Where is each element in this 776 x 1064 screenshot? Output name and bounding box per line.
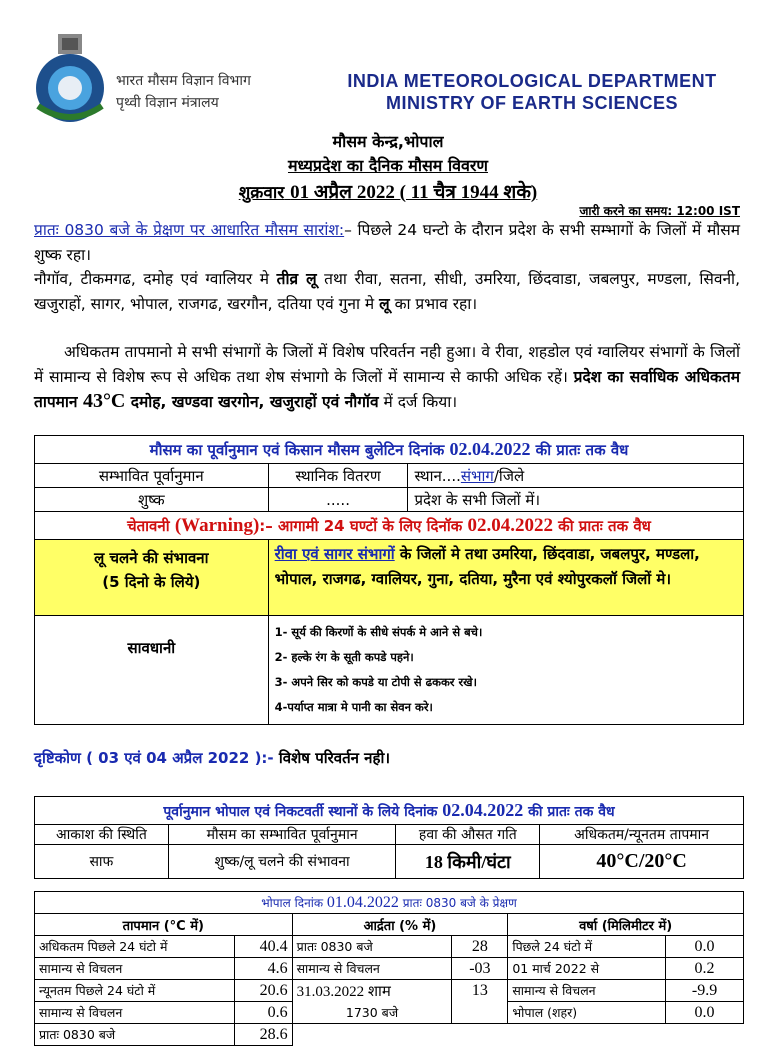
- temp-label: न्यूनतम पिछले 24 घंटो में: [35, 980, 235, 1002]
- report-title: मध्यप्रदेश का दैनिक मौसम विवरण: [287, 156, 488, 175]
- temp-label: प्रातः 0830 बजे: [35, 1024, 235, 1046]
- heatwave-label: लू चलने की संभावना (5 दिनो के लिये): [35, 540, 269, 616]
- temp-val: 4.6: [234, 958, 292, 980]
- header-hindi-line1: भारत मौसम विज्ञान विभाग: [116, 73, 251, 89]
- summary-line2c: का प्रभाव रहा।: [389, 294, 478, 313]
- summary-line2b: तथा रीवा, सतना, सीधी, उमरिया, छिंदवाडा, जबलपुर, मण्डला, सिवनी, खजुराहों, सागर, भोपाल, राजगढ, खरगौन, दतिया एवं गुना मे: [34, 270, 741, 313]
- bhopal-forecast-table: [34, 796, 744, 879]
- max-temp-value: 43°C: [82, 390, 126, 412]
- temperature-paragraph: [34, 340, 740, 415]
- heat-label: लू: [379, 294, 390, 313]
- outlook-text: विशेष परिवर्तन नही।: [273, 749, 391, 767]
- col-wind: हवा की औसत गति: [396, 825, 540, 845]
- table-row: [35, 936, 744, 958]
- table-row: [35, 958, 744, 980]
- summary-paragraph: [34, 218, 740, 316]
- header-hindi: [116, 70, 251, 114]
- rain-label: सामान्य से विचलन: [508, 980, 666, 1002]
- header-english-line1: INDIA METEOROLOGICAL DEPARTMENT: [347, 71, 717, 91]
- header-hindi-line2: पृथ्वी विज्ञान मंत्रालय: [116, 95, 219, 111]
- temp-label: सामान्य से विचलन: [35, 958, 235, 980]
- rain-label: [508, 1024, 666, 1046]
- humidity-label: प्रातः 0830 बजे: [292, 936, 452, 958]
- bhopal-forecast-heading: पूर्वानुमान भोपाल एवं निकटवर्ती स्थानों के लिये दिनांक 02.04.2022 की प्रातः तक वैध: [35, 797, 744, 825]
- temp-val: 20.6: [234, 980, 292, 1002]
- forecast-heading: मौसम का पूर्वानुमान एवं किसान मौसम बुलेटिन दिनांक 02.04.2022 की प्रातः तक वैध: [35, 436, 744, 464]
- rain-val: 0.0: [666, 936, 744, 958]
- table-row: [35, 1024, 744, 1046]
- temp-label: सामान्य से विचलन: [35, 1002, 235, 1024]
- col-temp: अधिकतम/न्यूनतम तापमान: [540, 825, 744, 845]
- table-row: [35, 1002, 744, 1024]
- temp-val: 28.6: [234, 1024, 292, 1046]
- temp-para-end: में दर्ज किया।: [378, 393, 458, 411]
- heatwave-districts: रीवा एवं सागर संभागों के जिलों मे तथा उमरिया, छिंदवाडा, जबलपुर, मण्डला, भोपाल, राजगढ, ग्वालियर, गुना, दतिया, मुरैना एवं श्योपुरकलॉ जिलों मे।: [268, 540, 743, 616]
- forecast-dist: .....: [268, 488, 408, 512]
- issue-time: जारी करने का समय: 12:00 IST: [579, 204, 740, 218]
- temp-para-bold: प्रदेश का सर्वाधिक अधिकतम तापमान: [34, 367, 740, 411]
- temp-value: 40°C/20°C: [540, 845, 744, 879]
- humidity-val: 13: [452, 980, 508, 1002]
- header-english-line2: MINISTRY OF EARTH SCIENCES: [385, 93, 679, 113]
- summary-line1: – पिछले 24 घन्टो के दौरान प्रदेश के सभी सम्भागों के जिलों में मौसम शुष्क रहा।: [34, 221, 741, 264]
- rain-label: 01 मार्च 2022 से: [508, 958, 666, 980]
- humidity-val: 28: [452, 936, 508, 958]
- temp-val: 40.4: [234, 936, 292, 958]
- date-main: 01 अप्रैल 2022 ( 11 चैत्र 1944 शके): [290, 182, 538, 203]
- temp-val: 0.6: [234, 1002, 292, 1024]
- table-row: [35, 980, 744, 1002]
- date-title: [0, 178, 776, 204]
- caution-step: 4-पर्याप्त मात्रा मे पानी का सेवन करे।: [274, 700, 433, 714]
- humidity-label: 31.03.2022 शाम: [292, 980, 452, 1002]
- forecast-dry: शुष्क: [35, 488, 269, 512]
- observation-heading: भोपाल दिनांक 01.04.2022 प्रातः 0830 बजे के प्रेक्षण: [35, 892, 744, 914]
- rain-header: वर्षा (मिलिमीटर में): [508, 914, 744, 936]
- summary-line2a: नौगॉव, टीकमगढ, दमोह एवं ग्वालियर मे: [34, 270, 277, 288]
- caution-label: सावधानी: [35, 616, 269, 725]
- humidity-label: सामान्य से विचलन: [292, 958, 452, 980]
- rain-label: पिछले 24 घंटो में: [508, 936, 666, 958]
- caution-step: 2- हल्के रंग के सूती कपडे पहने।: [274, 650, 414, 664]
- temp-para-a: अधिकतम तापमानो मे सभी संभागों के जिलों में विशेष परिवर्तन नही हुआ। वे रीवा, शहडोल एवं ग्वालियर संभागों के जिलों में सामान्य से विशेष रूप से अधिक तथा शेष संभागो के जिलों में सामान्य से काफी अधिक रहें।: [34, 343, 740, 386]
- warning-heading: चेतावनी (Warning):– आगामी 24 घण्टों के लिए दिनॉक 02.04.2022 की प्रातः तक वैध: [35, 512, 744, 540]
- observation-table: [34, 891, 744, 1046]
- humidity-val: -03: [452, 958, 508, 980]
- col-weather: मौसम का सम्भावित पूर्वानुमान: [168, 825, 396, 845]
- humidity-header: आर्द्रता (% में): [292, 914, 508, 936]
- rain-label: भोपाल (शहर): [508, 1002, 666, 1024]
- caution-steps: [268, 616, 743, 725]
- col-place: स्थान....संभाग/जिले: [408, 464, 744, 488]
- rain-val: 0.0: [666, 1002, 744, 1024]
- caution-step: 3- अपने सिर को कपडे या टोपी से ढककर रखे।: [274, 675, 477, 689]
- humidity-val: [452, 1002, 508, 1024]
- col-sky: आकाश की स्थिति: [35, 825, 169, 845]
- rain-val: -9.9: [666, 980, 744, 1002]
- temp-para-places: दमोह, खण्डवा खरगोन, खजुराहों एवं नौगॉव: [125, 393, 379, 411]
- col-distribution: स्थानिक वितरण: [268, 464, 408, 488]
- weather-value: शुष्क/लू चलने की संभावना: [168, 845, 396, 879]
- rain-val: 0.2: [666, 958, 744, 980]
- temp-header: तापमान (°C में): [35, 914, 293, 936]
- outlook-label: दृष्टिकोण ( 03 एवं 04 अप्रैल 2022 ):-: [34, 749, 274, 767]
- rain-val: [666, 1024, 744, 1046]
- header-english: [322, 70, 742, 114]
- outlook: [34, 748, 390, 768]
- imd-emblem-icon: [28, 32, 112, 124]
- humidity-val: [452, 1024, 508, 1046]
- temp-label: अधिकतम पिछले 24 घंटो में: [35, 936, 235, 958]
- sky-value: साफ: [35, 845, 169, 879]
- summary-heading: प्रातः 0830 बजे के प्रेक्षण पर आधारित मौसम सारांश:: [34, 221, 345, 239]
- severe-heat-label: तीव्र लू: [276, 270, 317, 288]
- humidity-label: 1730 बजे: [292, 1002, 452, 1024]
- caution-step: 1- सूर्य की किरणों के सीधे संपर्क मे आने से बचे।: [274, 625, 483, 639]
- humidity-label: [292, 1024, 452, 1046]
- forecast-place: प्रदेश के सभी जिलों में।: [408, 488, 744, 512]
- col-forecast: सम्भावित पूर्वानुमान: [35, 464, 269, 488]
- centre-title: मौसम केन्द्र,भोपाल: [332, 132, 444, 151]
- wind-value: 18 किमी/घंटा: [396, 845, 540, 879]
- date-prefix: शुक्रवार: [238, 183, 285, 203]
- forecast-table: [34, 435, 744, 725]
